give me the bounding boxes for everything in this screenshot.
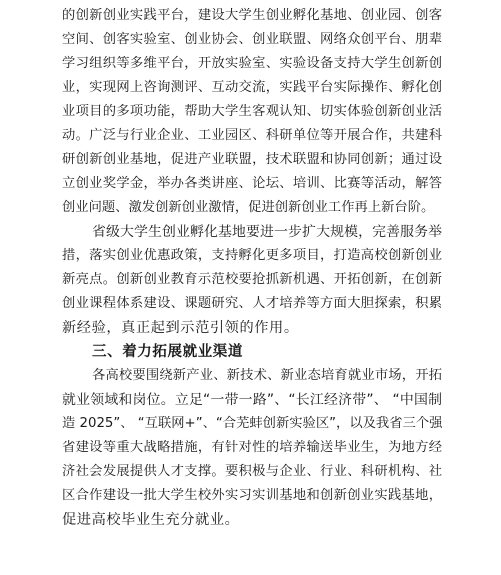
paragraph1-line-9: 创业问题、激发创新创业激情，促进创新创业工作再上新台阶。 <box>62 200 435 215</box>
paragraph2-line-2: 措，落实创业优惠政策，支持孵化更多项目，打造高校创新创业 <box>62 248 442 263</box>
paragraph3-line-7: 促进高校毕业生充分就业。 <box>62 512 240 528</box>
paragraph1-line-7: 研创新创业基地，促进产业联盟，技术联盟和协同创新；通过设 <box>62 152 442 167</box>
paragraph3-line-2: 就业领域和岗位。立足“一带一路”、“长江经济带”、 “中国制 <box>62 392 442 408</box>
paragraph2-line-5: 新经验，真正起到示范引领的作用。 <box>62 320 299 336</box>
paragraph1-line-8: 立创业奖学金，举办各类讲座、论坛、培训、比赛等活动，解答 <box>62 176 442 191</box>
section-heading: 三、着力拓展就业渠道 <box>92 344 243 360</box>
paragraph2-line-1: 省级大学生创业孵化基地要进一步扩大规模，完善服务举 <box>92 224 442 240</box>
paragraph3-line-5: 济社会发展提供人才支撑。要积极与企业、行业、科研机构、社 <box>62 464 442 479</box>
paragraph2-line-3: 新亮点。创新创业教育示范校要抢抓新机遇、开拓创新，在创新 <box>62 272 442 287</box>
paragraph1-line-5: 业项目的多项功能，帮助大学生客观认知、切实体验创新创业活 <box>62 104 442 119</box>
paragraph2-line-4: 创业课程体系建设、课题研究、人才培养等方面大胆探索，积累 <box>62 296 442 311</box>
paragraph3-line-6: 区合作建设一批大学生校外实习实训基地和创新创业实践基地， <box>62 488 442 503</box>
paragraph3-line-3: 造 2025”、 “互联网+”、“合芜蚌创新实验区”，以及我省三个强 <box>62 416 443 431</box>
paragraph1-line-6: 动。广泛与行业企业、工业园区、科研单位等开展合作，共建科 <box>62 128 442 143</box>
paragraph1-line-1: 的创新创业实践平台，建设大学生创业孵化基地、创业园、创客 <box>62 8 442 23</box>
paragraph1-line-4: 业，实现网上咨询测评、互动交流，实践平台实际操作、孵化创 <box>62 80 442 95</box>
paragraph3-line-1: 各高校要围绕新产业、新技术、新业态培育就业市场，开拓 <box>92 368 442 383</box>
paragraph1-line-2: 空间、创客实验室、创业协会、创业联盟、网络众创平台、朋辈 <box>62 32 442 47</box>
paragraph3-line-4: 省建设等重大战略措施，有针对性的培养输送毕业生，为地方经 <box>62 440 442 455</box>
paragraph1-line-3: 学习组织等多维平台，开放实验室、实验设备支持大学生创新创 <box>62 56 442 71</box>
